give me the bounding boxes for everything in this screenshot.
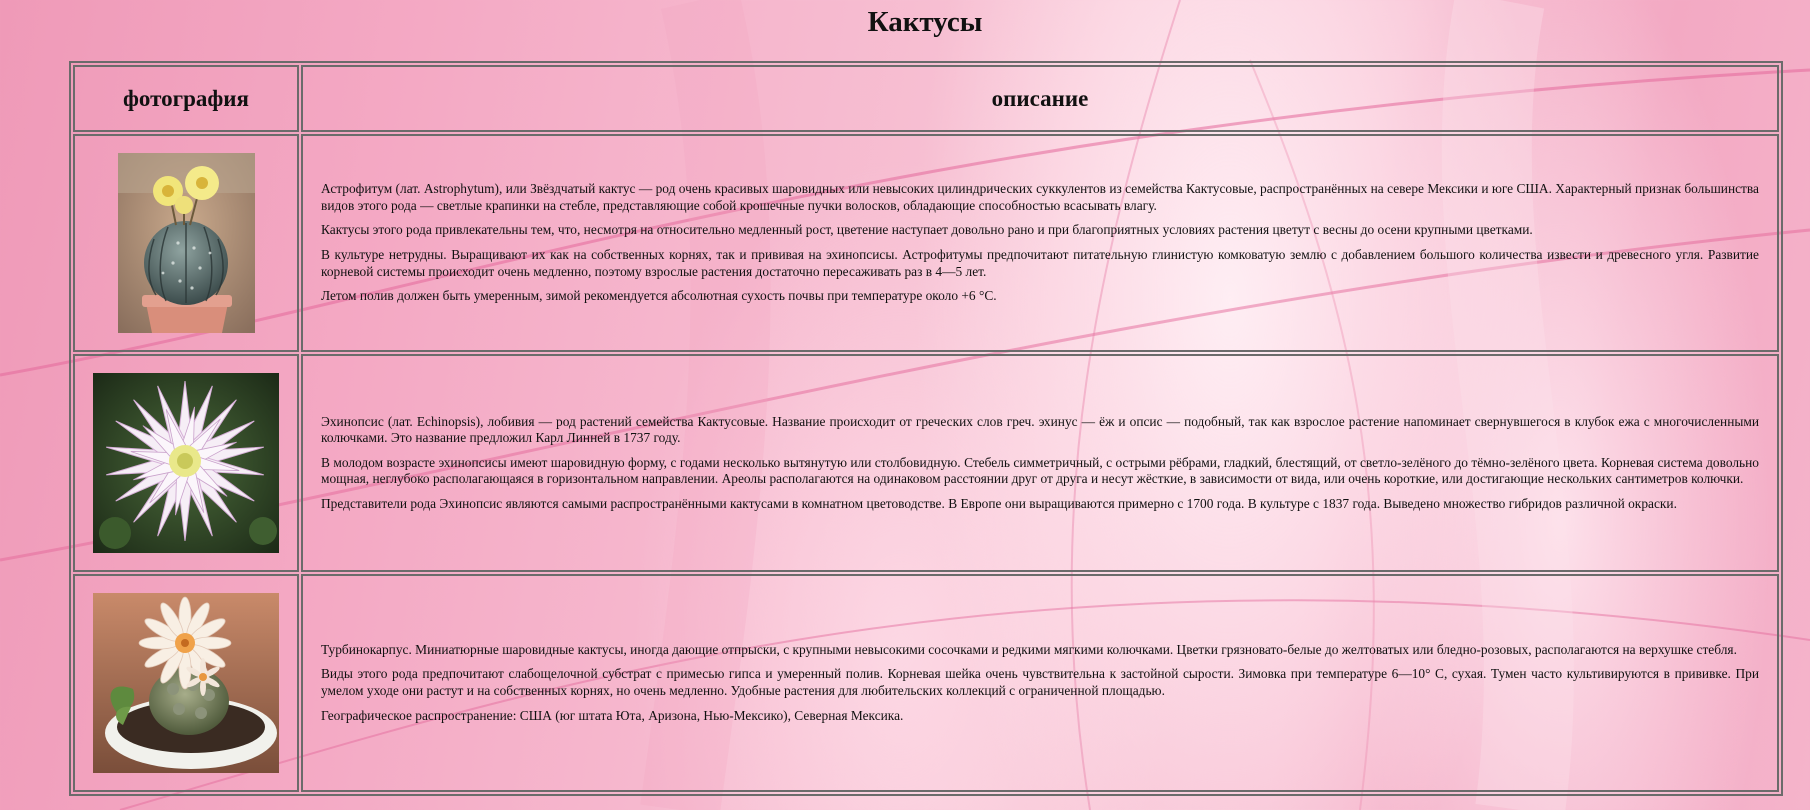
description-cell [301, 574, 1779, 792]
cacti-table [69, 61, 1783, 796]
header-row [73, 65, 1779, 132]
photo-cell [73, 574, 299, 792]
table-row [73, 354, 1779, 572]
description-paragraph: Эхинопсис (лат. Echinopsis), лобивия — род растений семейства Кактусовые. Название происходит от греческих слов греч. эхинус — ёж и опсис — подобный, так как взрослое растение напоминает свернувшегося в клубок ежа с многочисленными колючками. Это название предложил Карл Линней в 1737 году. [321, 413, 1759, 446]
table-row [73, 134, 1779, 352]
description-paragraph: В молодом возрасте эхинопсисы имеют шаровидную форму, с годами несколько вытянутую или столбовидную. Стебель симметричный, с острыми рёбрами, гладкий, блестящий, от светло-зелёного до тёмно-зелёного цвета. Корневая система довольно мощная, неглубоко располагающаяся в горизонтальном направлении. Ареолы располагаются на одинаковом расстоянии друг от друга и несут жёсткие, в зависимости от вида, или очень короткие, или достигающие нескольких сантиметров колючки. [321, 454, 1759, 487]
description-paragraph: Астрофитум (лат. Astrophytum), или Звёздчатый кактус — род очень красивых шаровидных или невысоких цилиндрических суккулентов из семейства Кактусовые, распространённых на севере Мексики и юге США. Характерный признак большинства видов этого рода — светлые крапинки на стебле, представляющие собой крошечные пучки волосков, обладающие способностью всасывать влагу. [321, 181, 1759, 213]
photo-cell [73, 354, 299, 572]
description-paragraph: Летом полив должен быть умеренным, зимой рекомендуется абсолютная сухость почвы при температуре около +6 °С. [321, 288, 997, 304]
astrophytum-photo [118, 153, 255, 333]
description-paragraph: Виды этого рода предпочитают слабощелочной субстрат с примесью гипса и умеренный полив. Корневая шейка очень чувствительна к застойной сырости. Зимовка при температуре 6—10° С, сухая. Тумен часто культивируются в прививке. При умелом уходе они растут и на собственных корнях, но очень медленно. Удобные растения для любительских коллекций с ограниченной площадью. [321, 666, 1759, 698]
description-paragraph: Географическое распространение: США (юг штата Юта, Аризона, Нью-Мексико), Северная Мексика. [321, 707, 904, 723]
photo-cell [73, 134, 299, 352]
description-paragraph: Турбинокарпус. Миниатюрные шаровидные кактусы, иногда дающие отпрыски, с крупными невысокими сосочками и редкими мягкими колючками. Цветки грязновато-белые до желтоватых или бледно-розовых, располагаются на верхушке стебля. [321, 641, 1737, 657]
page-title: Кактусы [867, 6, 983, 38]
description-cell [301, 354, 1779, 572]
turbinicarpus-photo [93, 593, 279, 773]
description-paragraph: В культуре нетрудны. Выращивают их как на собственных корнях, так и прививая на эхинопсисы. Астрофитумы предпочитают питательную глинистую комковатую землю с добавлением большого количества извести и древесного угля. Развитие корневой системы происходит очень медленно, поэтому взрослые растения достаточно пересаживать раз в 4—5 лет. [321, 247, 1759, 279]
description-paragraph: Представители рода Эхинопсис являются самыми распространёнными кактусами в комнатном цветоводстве. В Европе они выращиваются примерно с 1700 года. В культуре с 1837 года. Выведено множество гибридов различной окраски. [321, 495, 1677, 511]
header-description: описание [301, 65, 1779, 132]
header-photo: фотография [73, 65, 299, 132]
description-cell [301, 134, 1779, 352]
table-row [73, 574, 1779, 792]
description-paragraph: Кактусы этого рода привлекательны тем, что, несмотря на относительно медленный рост, цветение наступает довольно рано и при благоприятных условиях растения цветут с весны до осени крупными цветками. [321, 222, 1533, 238]
echinopsis-photo [93, 373, 279, 553]
